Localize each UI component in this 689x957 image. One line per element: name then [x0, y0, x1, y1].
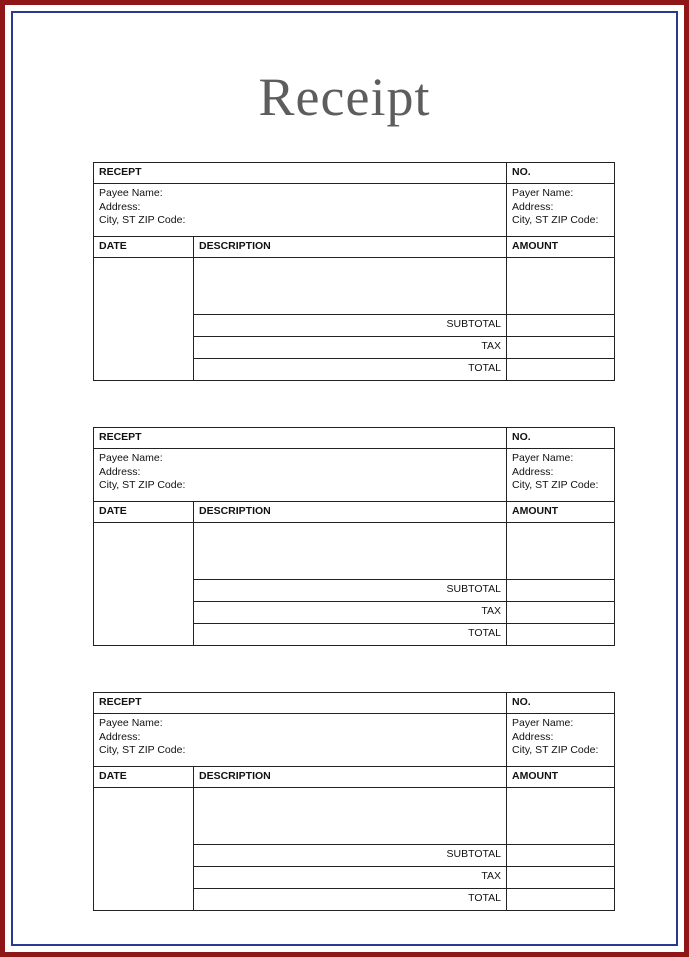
receipt-table	[93, 692, 615, 911]
payer-block[interactable]	[507, 448, 615, 501]
line-item-row	[94, 522, 615, 579]
subtotal-label: SUBTOTAL	[194, 844, 507, 866]
line-item-row	[94, 787, 615, 844]
description-input-cell[interactable]	[194, 787, 507, 844]
amount-input-cell[interactable]	[507, 257, 615, 314]
description-input-cell[interactable]	[194, 522, 507, 579]
amount-column-header: AMOUNT	[507, 236, 615, 257]
date-column-header: DATE	[94, 501, 194, 522]
receipt-header-row	[94, 692, 615, 713]
receipt-header-label: RECEPT	[94, 162, 507, 183]
description-input-cell[interactable]	[194, 257, 507, 314]
date-input-cell[interactable]	[94, 257, 194, 380]
decorative-inner-frame	[11, 11, 678, 946]
receipt-header-label: RECEPT	[94, 427, 507, 448]
total-value-cell[interactable]	[507, 888, 615, 910]
total-value-cell[interactable]	[507, 358, 615, 380]
subtotal-value-cell[interactable]	[507, 844, 615, 866]
payer-name-label: Payer Name:	[512, 451, 574, 464]
payer-city-label: City, ST ZIP Code:	[512, 479, 599, 492]
page-title: Receipt	[258, 67, 431, 127]
payer-name-label: Payer Name:	[512, 186, 574, 199]
date-column-header: DATE	[94, 766, 194, 787]
receipt-table	[93, 427, 615, 646]
payer-address-label: Address:	[512, 730, 554, 743]
document-sheet	[27, 27, 662, 930]
payer-address-label: Address:	[512, 200, 554, 213]
amount-column-header: AMOUNT	[507, 766, 615, 787]
payee-city-label: City, ST ZIP Code:	[99, 479, 186, 492]
total-value-cell[interactable]	[507, 623, 615, 645]
date-input-cell[interactable]	[94, 787, 194, 910]
payer-city-label: City, ST ZIP Code:	[512, 214, 599, 227]
receipt-number-label: NO.	[507, 692, 615, 713]
tax-label: TAX	[194, 866, 507, 888]
total-label: TOTAL	[194, 888, 507, 910]
receipt-header-row	[94, 162, 615, 183]
payer-name-label: Payer Name:	[512, 716, 574, 729]
payee-city-label: City, ST ZIP Code:	[99, 214, 186, 227]
receipt-number-label: NO.	[507, 162, 615, 183]
tax-value-cell[interactable]	[507, 336, 615, 358]
subtotal-value-cell[interactable]	[507, 579, 615, 601]
amount-input-cell[interactable]	[507, 522, 615, 579]
payee-block[interactable]	[94, 713, 507, 766]
subtotal-label: SUBTOTAL	[194, 579, 507, 601]
receipt-header-row	[94, 427, 615, 448]
total-label: TOTAL	[194, 623, 507, 645]
column-header-row	[94, 766, 615, 787]
payee-block[interactable]	[94, 183, 507, 236]
column-header-row	[94, 236, 615, 257]
payee-address-label: Address:	[99, 200, 141, 213]
receipt-block	[93, 162, 599, 381]
payee-address-label: Address:	[99, 730, 141, 743]
payee-name-label: Payee Name:	[99, 186, 163, 199]
date-input-cell[interactable]	[94, 522, 194, 645]
date-column-header: DATE	[94, 236, 194, 257]
subtotal-label: SUBTOTAL	[194, 314, 507, 336]
receipt-block	[93, 692, 599, 911]
parties-row	[94, 448, 615, 501]
subtotal-value-cell[interactable]	[507, 314, 615, 336]
payer-block[interactable]	[507, 713, 615, 766]
parties-row	[94, 713, 615, 766]
parties-row	[94, 183, 615, 236]
tax-label: TAX	[194, 601, 507, 623]
payer-city-label: City, ST ZIP Code:	[512, 744, 599, 757]
payer-address-label: Address:	[512, 465, 554, 478]
payee-name-label: Payee Name:	[99, 451, 163, 464]
description-column-header: DESCRIPTION	[194, 501, 507, 522]
receipt-block	[93, 427, 599, 646]
tax-value-cell[interactable]	[507, 601, 615, 623]
line-item-row	[94, 257, 615, 314]
amount-column-header: AMOUNT	[507, 501, 615, 522]
receipt-number-label: NO.	[507, 427, 615, 448]
tax-value-cell[interactable]	[507, 866, 615, 888]
description-column-header: DESCRIPTION	[194, 766, 507, 787]
payee-block[interactable]	[94, 448, 507, 501]
payee-name-label: Payee Name:	[99, 716, 163, 729]
payer-block[interactable]	[507, 183, 615, 236]
payee-city-label: City, ST ZIP Code:	[99, 744, 186, 757]
tax-label: TAX	[194, 336, 507, 358]
payee-address-label: Address:	[99, 465, 141, 478]
column-header-row	[94, 501, 615, 522]
receipt-list	[27, 162, 662, 911]
receipt-header-label: RECEPT	[94, 692, 507, 713]
total-label: TOTAL	[194, 358, 507, 380]
description-column-header: DESCRIPTION	[194, 236, 507, 257]
receipt-table	[93, 162, 615, 381]
amount-input-cell[interactable]	[507, 787, 615, 844]
